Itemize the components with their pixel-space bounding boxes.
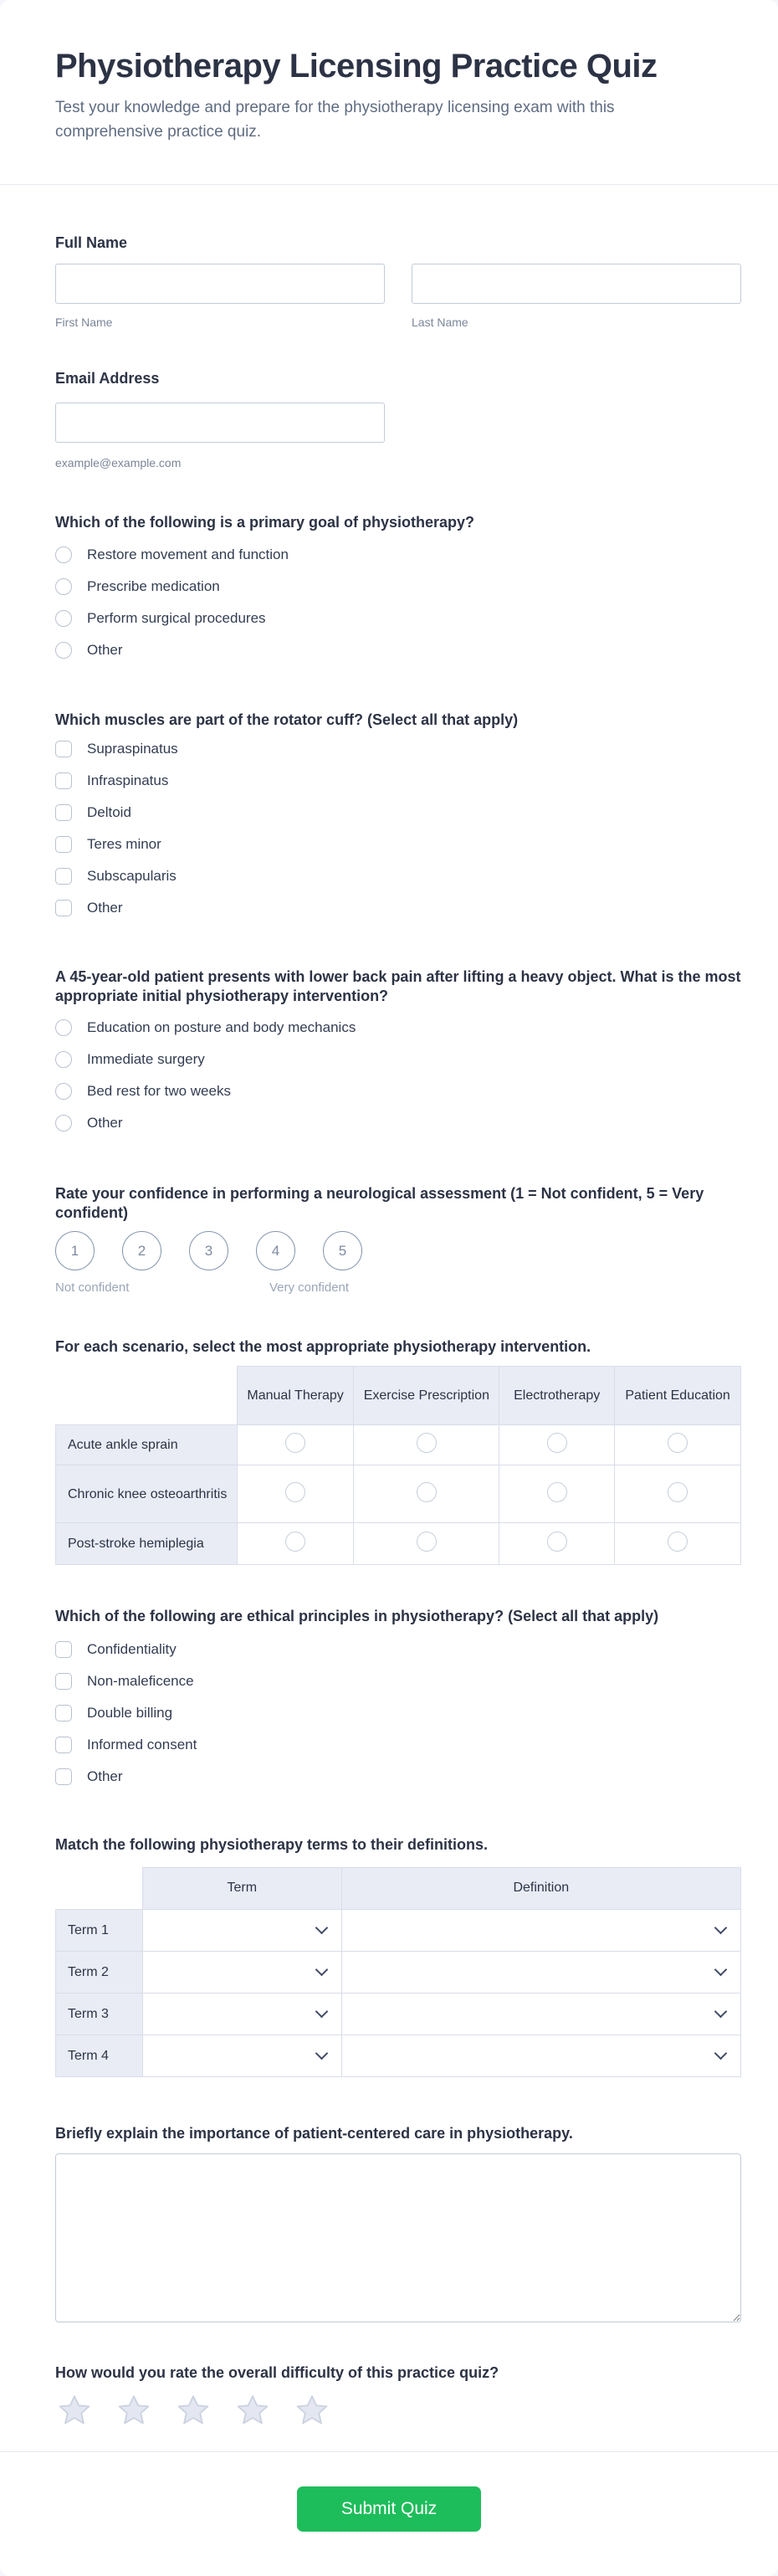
option-label: Immediate surgery bbox=[87, 1051, 205, 1067]
scale-labels bbox=[55, 1280, 741, 1296]
radio-icon[interactable] bbox=[55, 642, 72, 659]
rating-circle[interactable]: 4 bbox=[256, 1231, 295, 1270]
question-label: Briefly explain the importance of patient-centered care in physiotherapy. bbox=[55, 2124, 573, 2142]
checkbox-icon[interactable] bbox=[55, 1673, 72, 1690]
matrix-cell[interactable] bbox=[499, 1465, 615, 1523]
radio-icon[interactable] bbox=[55, 578, 72, 595]
match-column-header: Term bbox=[142, 1868, 341, 1910]
option-label: Other bbox=[87, 900, 123, 916]
chevron-down-icon bbox=[315, 1963, 328, 1977]
question-back-pain-scenario bbox=[55, 967, 741, 1131]
rating-circle[interactable]: 3 bbox=[189, 1231, 228, 1270]
radio-icon[interactable] bbox=[668, 1482, 688, 1502]
option-label: Other bbox=[87, 642, 123, 658]
checkbox-option[interactable] bbox=[55, 772, 741, 789]
term-dropdown[interactable] bbox=[142, 1909, 341, 1951]
question-label: For each scenario, select the most appropriate physiotherapy intervention. bbox=[55, 1338, 591, 1355]
option-label: Prescribe medication bbox=[87, 578, 220, 594]
radio-icon[interactable] bbox=[417, 1433, 437, 1453]
question-label: A 45-year-old patient presents with lower back pain after lifting a heavy object. What is the most appropriate initial physiotherapy intervention? bbox=[55, 968, 741, 1004]
definition-dropdown[interactable] bbox=[341, 2035, 740, 2076]
option-list bbox=[55, 1019, 741, 1131]
option-label: Supraspinatus bbox=[87, 741, 178, 757]
question-rotator-cuff bbox=[55, 711, 741, 916]
option-list bbox=[55, 741, 741, 916]
checkbox-option[interactable] bbox=[55, 1705, 741, 1722]
radio-icon[interactable] bbox=[547, 1532, 567, 1552]
term-dropdown[interactable] bbox=[142, 1951, 341, 1993]
chevron-down-icon bbox=[315, 1922, 328, 1935]
radio-option[interactable] bbox=[55, 578, 741, 595]
option-label: Other bbox=[87, 1115, 123, 1131]
checkbox-icon[interactable] bbox=[55, 741, 72, 757]
checkbox-option[interactable] bbox=[55, 741, 741, 757]
question-label: Which of the following is a primary goal of physiotherapy? bbox=[55, 514, 475, 531]
matrix-column-header: Patient Education bbox=[615, 1367, 741, 1425]
question-ethical-principles bbox=[55, 1607, 741, 1785]
checkbox-option[interactable] bbox=[55, 1673, 741, 1690]
checkbox-option[interactable] bbox=[55, 804, 741, 821]
option-label: Confidentiality bbox=[87, 1641, 177, 1657]
radio-icon[interactable] bbox=[55, 1051, 72, 1068]
full-name-label: Full Name bbox=[55, 234, 128, 251]
question-patient-centered-care bbox=[55, 2124, 741, 2322]
matrix-cell[interactable] bbox=[615, 1465, 741, 1523]
checkbox-option[interactable] bbox=[55, 1641, 741, 1658]
question-label: Rate your confidence in performing a neurological assessment (1 = Not confident, 5 = Very confident) bbox=[55, 1185, 704, 1221]
checkbox-option[interactable] bbox=[55, 900, 741, 916]
question-match-terms bbox=[55, 1835, 741, 2077]
definition-dropdown[interactable] bbox=[341, 1951, 740, 1993]
question-confidence-scale bbox=[55, 1184, 741, 1296]
matrix-cell[interactable] bbox=[499, 1425, 615, 1465]
match-row-header: Term 1 bbox=[56, 1909, 143, 1951]
radio-icon[interactable] bbox=[668, 1433, 688, 1453]
star-icon[interactable] bbox=[293, 2393, 331, 2430]
matrix-row-header: Chronic knee osteoarthritis bbox=[56, 1465, 238, 1523]
matrix-table bbox=[55, 1366, 741, 1565]
option-label: Perform surgical procedures bbox=[87, 610, 266, 626]
rating-circle[interactable]: 1 bbox=[55, 1231, 95, 1270]
radio-icon[interactable] bbox=[285, 1482, 305, 1502]
checkbox-option[interactable] bbox=[55, 1737, 741, 1753]
question-difficulty-rating bbox=[55, 2363, 741, 2430]
radio-icon[interactable] bbox=[285, 1532, 305, 1552]
question-primary-goal bbox=[55, 513, 741, 659]
chevron-down-icon bbox=[714, 1963, 728, 1977]
radio-icon[interactable] bbox=[547, 1482, 567, 1502]
chevron-down-icon bbox=[315, 2005, 328, 2019]
first-name-input[interactable] bbox=[55, 264, 385, 304]
last-name-sublabel: Last Name bbox=[412, 316, 468, 329]
name-row bbox=[55, 264, 741, 330]
checkbox-icon[interactable] bbox=[55, 772, 72, 789]
matrix-corner-cell bbox=[56, 1367, 238, 1425]
radio-icon[interactable] bbox=[55, 547, 72, 563]
checkbox-icon[interactable] bbox=[55, 1768, 72, 1785]
matrix-cell[interactable] bbox=[237, 1465, 354, 1523]
match-row-header: Term 3 bbox=[56, 1993, 143, 2035]
radio-option[interactable] bbox=[55, 1083, 741, 1100]
first-name-sublabel: First Name bbox=[55, 316, 113, 329]
star-icon[interactable] bbox=[55, 2393, 94, 2430]
match-table bbox=[55, 1867, 741, 2077]
option-label: Double billing bbox=[87, 1705, 173, 1721]
matrix-column-header: Electrotherapy bbox=[499, 1367, 615, 1425]
email-sublabel: example@example.com bbox=[55, 456, 182, 470]
match-corner-cell bbox=[56, 1868, 143, 1910]
option-label: Non-maleficence bbox=[87, 1673, 194, 1689]
form-title: Physiotherapy Licensing Practice Quiz bbox=[55, 48, 658, 85]
checkbox-option[interactable] bbox=[55, 836, 741, 853]
form-footer bbox=[0, 2451, 778, 2576]
term-dropdown[interactable] bbox=[142, 1993, 341, 2035]
definition-dropdown[interactable] bbox=[341, 1993, 740, 2035]
form-header bbox=[0, 0, 778, 185]
radio-option[interactable] bbox=[55, 547, 741, 563]
radio-icon[interactable] bbox=[417, 1482, 437, 1502]
match-row-header: Term 2 bbox=[56, 1951, 143, 1993]
radio-icon[interactable] bbox=[55, 1115, 72, 1131]
matrix-cell[interactable] bbox=[499, 1523, 615, 1565]
checkbox-option[interactable] bbox=[55, 1768, 741, 1785]
question-label: Match the following physiotherapy terms to their definitions. bbox=[55, 1836, 489, 1853]
last-name-input[interactable] bbox=[412, 264, 741, 304]
radio-icon[interactable] bbox=[55, 610, 72, 627]
option-label: Subscapularis bbox=[87, 868, 177, 884]
email-label: Email Address bbox=[55, 370, 160, 387]
form-body bbox=[0, 233, 778, 2451]
rating-circle[interactable]: 2 bbox=[122, 1231, 161, 1270]
chevron-down-icon bbox=[714, 2005, 728, 2019]
matrix-cell[interactable] bbox=[354, 1523, 499, 1565]
radio-option[interactable] bbox=[55, 610, 741, 627]
star-rating bbox=[55, 2393, 741, 2430]
field-email bbox=[55, 369, 741, 470]
essay-textarea[interactable] bbox=[55, 2153, 741, 2322]
radio-icon[interactable] bbox=[417, 1532, 437, 1552]
checkbox-icon[interactable] bbox=[55, 836, 72, 853]
chevron-down-icon bbox=[714, 1922, 728, 1935]
matrix-cell[interactable] bbox=[354, 1465, 499, 1523]
checkbox-icon[interactable] bbox=[55, 868, 72, 885]
question-label: Which of the following are ethical principles in physiotherapy? (Select all that apply) bbox=[55, 1608, 659, 1624]
star-icon[interactable] bbox=[174, 2393, 212, 2430]
checkbox-icon[interactable] bbox=[55, 900, 72, 916]
radio-option[interactable] bbox=[55, 1051, 741, 1068]
email-input[interactable] bbox=[55, 403, 385, 443]
option-label: Teres minor bbox=[87, 836, 161, 852]
matrix-column-header: Exercise Prescription bbox=[354, 1367, 499, 1425]
star-icon[interactable] bbox=[233, 2393, 272, 2430]
matrix-cell[interactable] bbox=[354, 1425, 499, 1465]
scale-max-label: Very confident bbox=[269, 1280, 350, 1295]
last-name-col bbox=[412, 264, 741, 330]
option-list bbox=[55, 1641, 741, 1785]
scale-row bbox=[55, 1231, 741, 1270]
option-label: Restore movement and function bbox=[87, 547, 289, 562]
term-dropdown[interactable] bbox=[142, 2035, 341, 2076]
match-row-header: Term 4 bbox=[56, 2035, 143, 2076]
option-label: Other bbox=[87, 1768, 123, 1784]
field-full-name bbox=[55, 233, 741, 330]
matrix-row-header: Acute ankle sprain bbox=[56, 1425, 238, 1465]
checkbox-icon[interactable] bbox=[55, 1705, 72, 1722]
option-label: Informed consent bbox=[87, 1737, 197, 1752]
form-subtitle: Test your knowledge and prepare for the physiotherapy licensing exam with this comprehensive practice quiz. bbox=[55, 99, 615, 141]
matrix-cell[interactable] bbox=[615, 1523, 741, 1565]
checkbox-icon[interactable] bbox=[55, 1641, 72, 1658]
matrix-column-header: Manual Therapy bbox=[237, 1367, 354, 1425]
question-intervention-matrix bbox=[55, 1337, 741, 1565]
option-list bbox=[55, 547, 741, 659]
radio-icon[interactable] bbox=[547, 1433, 567, 1453]
radio-option[interactable] bbox=[55, 1019, 741, 1036]
matrix-cell[interactable] bbox=[615, 1425, 741, 1465]
matrix-cell[interactable] bbox=[237, 1523, 354, 1565]
radio-icon[interactable] bbox=[55, 1083, 72, 1100]
checkbox-icon[interactable] bbox=[55, 804, 72, 821]
email-input-wrap bbox=[55, 403, 741, 443]
submit-button[interactable]: Submit Quiz bbox=[297, 2486, 481, 2532]
radio-icon[interactable] bbox=[55, 1019, 72, 1036]
checkbox-option[interactable] bbox=[55, 868, 741, 885]
radio-icon[interactable] bbox=[285, 1433, 305, 1453]
option-label: Infraspinatus bbox=[87, 772, 169, 788]
option-label: Education on posture and body mechanics bbox=[87, 1019, 356, 1035]
scale-min-label: Not confident bbox=[55, 1280, 130, 1295]
matrix-row-header: Post-stroke hemiplegia bbox=[56, 1523, 238, 1565]
definition-dropdown[interactable] bbox=[341, 1909, 740, 1951]
star-icon[interactable] bbox=[115, 2393, 153, 2430]
radio-option[interactable] bbox=[55, 642, 741, 659]
option-label: Deltoid bbox=[87, 804, 131, 820]
match-column-header: Definition bbox=[341, 1868, 740, 1910]
question-label: Which muscles are part of the rotator cuff? (Select all that apply) bbox=[55, 711, 519, 728]
rating-circle[interactable]: 5 bbox=[323, 1231, 362, 1270]
matrix-cell[interactable] bbox=[237, 1425, 354, 1465]
radio-option[interactable] bbox=[55, 1115, 741, 1131]
chevron-down-icon bbox=[315, 2047, 328, 2060]
radio-icon[interactable] bbox=[668, 1532, 688, 1552]
chevron-down-icon bbox=[714, 2047, 728, 2060]
question-label: How would you rate the overall difficulty of this practice quiz? bbox=[55, 2363, 499, 2381]
first-name-col bbox=[55, 264, 385, 330]
checkbox-icon[interactable] bbox=[55, 1737, 72, 1753]
option-label: Bed rest for two weeks bbox=[87, 1083, 231, 1099]
